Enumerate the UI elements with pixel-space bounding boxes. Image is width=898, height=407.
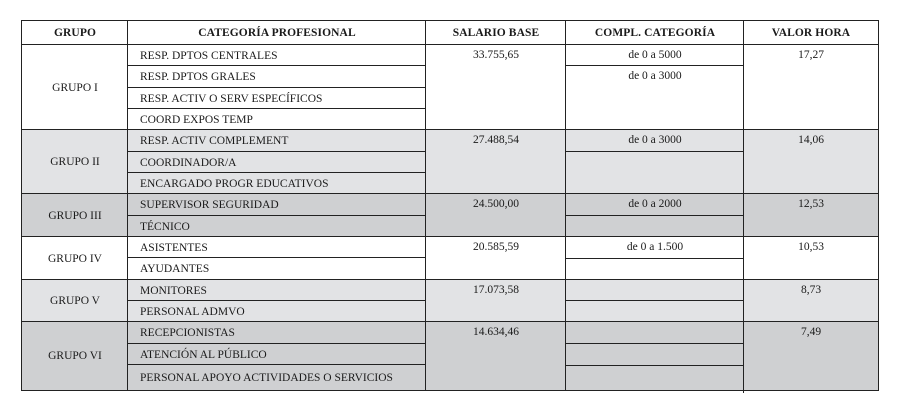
header-salario-base: SALARIO BASE: [452, 27, 540, 39]
salario-base-value: 27.488,54: [473, 134, 519, 146]
row-divider: [22, 321, 878, 322]
column-divider: [743, 21, 744, 393]
compl-categoria-value: de 0 a 2000: [628, 198, 682, 210]
row-divider: [128, 108, 426, 109]
salario-base-value: 17.073,58: [473, 284, 519, 296]
row-divider: [22, 236, 878, 237]
salario-base-value: 20.585,59: [473, 241, 519, 253]
category-row: SUPERVISOR SEGURIDAD: [140, 199, 279, 211]
compl-categoria-value: de 0 a 5000: [628, 49, 682, 61]
row-divider: [128, 257, 426, 258]
row-divider: [22, 44, 878, 45]
category-row: COORD EXPOS TEMP: [140, 113, 253, 126]
category-row: TÉCNICO: [140, 220, 190, 233]
salary-table: [21, 20, 879, 391]
valor-hora-value: 14,06: [798, 134, 824, 146]
header-compl-categoria: COMPL. CATEGORÍA: [594, 27, 716, 39]
category-row: ATENCIÓN AL PÚBLICO: [140, 348, 267, 361]
category-row: ASISTENTES: [140, 241, 208, 254]
compl-categoria-value: de 0 a 3000: [628, 70, 682, 82]
header-grupo: GRUPO: [53, 27, 97, 39]
valor-hora-value: 12,53: [798, 198, 824, 210]
category-row: ENCARGADO PROGR EDUCATIVOS: [140, 177, 329, 190]
compl-categoria-value: de 0 a 3000: [628, 134, 682, 146]
row-divider: [128, 151, 426, 152]
row-divider: [566, 365, 744, 366]
row-divider: [566, 343, 744, 344]
group-i-label: GRUPO I: [52, 81, 98, 94]
salario-base-value: 24.500,00: [473, 198, 519, 210]
row-divider: [566, 65, 744, 66]
category-row: PERSONAL ADMVO: [140, 305, 245, 318]
group-iv-label: GRUPO IV: [48, 252, 102, 265]
category-row: RESP. ACTIV O SERV ESPECÍFICOS: [140, 92, 323, 105]
category-row: MONITORES: [140, 284, 207, 297]
row-divider: [128, 65, 426, 66]
row-divider: [128, 172, 426, 173]
valor-hora-value: 17,27: [798, 49, 824, 61]
group-vi-label: GRUPO VI: [48, 350, 102, 362]
column-divider: [127, 21, 128, 390]
header-categoria: CATEGORÍA PROFESIONAL: [198, 27, 356, 39]
category-row: RESP. DPTOS GRALES: [140, 71, 256, 83]
row-divider: [128, 87, 426, 88]
row-divider: [128, 343, 426, 344]
row-divider: [566, 215, 744, 216]
row-divider: [566, 151, 744, 152]
row-divider: [128, 215, 426, 216]
category-row: COORDINADOR/A: [140, 156, 237, 169]
row-divider: [22, 193, 878, 194]
row-divider: [128, 364, 426, 365]
row-divider: [566, 300, 744, 301]
salario-base-value: 14.634,46: [473, 326, 519, 338]
row-divider: [128, 300, 426, 301]
row-divider: [566, 258, 744, 259]
category-row: AYUDANTES: [140, 263, 210, 275]
valor-hora-value: 8,73: [800, 284, 822, 296]
valor-hora-value: 10,53: [798, 241, 824, 253]
column-divider: [425, 21, 426, 390]
category-row: PERSONAL APOYO ACTIVIDADES O SERVICIOS: [140, 371, 393, 384]
header-valor-hora: VALOR HORA: [771, 27, 851, 39]
group-iii-label: GRUPO III: [48, 209, 102, 222]
row-divider: [22, 129, 878, 130]
group-v-label: GRUPO V: [50, 295, 100, 307]
valor-hora-value: 7,49: [800, 326, 822, 338]
category-row: RESP. DPTOS CENTRALES: [140, 49, 278, 62]
salario-base-value: 33.755,65: [473, 49, 519, 61]
group-ii-label: GRUPO II: [50, 156, 100, 168]
column-divider: [565, 21, 566, 390]
category-row: RECEPCIONISTAS: [140, 327, 235, 339]
compl-categoria-value: de 0 a 1.500: [626, 241, 684, 253]
row-divider: [22, 279, 878, 280]
category-row: RESP. ACTIV COMPLEMENT: [140, 135, 289, 147]
